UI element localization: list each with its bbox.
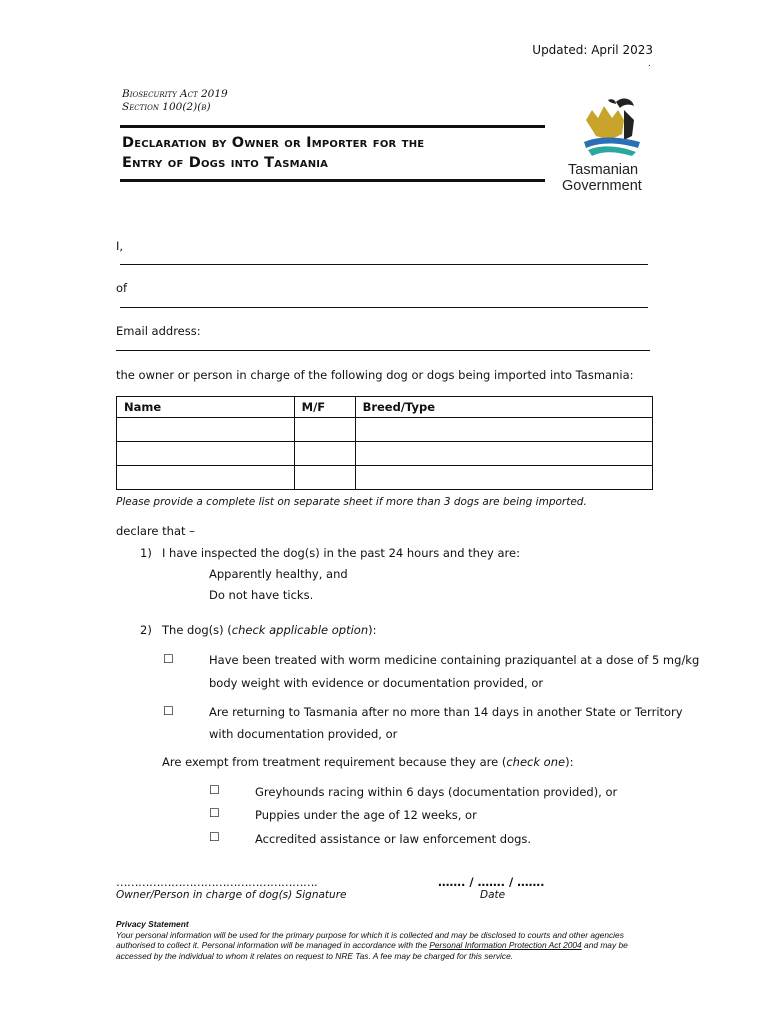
option-worm-treatment-checkbox[interactable]: ☐ (163, 652, 174, 666)
dog-sex-cell[interactable] (294, 466, 355, 490)
exempt-greyhounds-checkbox[interactable]: ☐ (209, 783, 220, 797)
privacy-heading: Privacy Statement (116, 919, 189, 929)
dog-breed-cell[interactable] (355, 418, 652, 442)
privacy-text-1: Your personal information will be used for the primary purpose for which it is collected and may be disclosed to courts and other agencies authorised to collect it. Personal information will be managed in accordance with the (116, 929, 624, 950)
act-reference (122, 88, 228, 114)
privacy-act-link[interactable]: Personal Information Protection Act 2004 (429, 940, 582, 950)
privacy-text-2: and may be accessed by the individual to whom it relates on request to NRE Tas. A fee may be charged for this service. (116, 940, 628, 961)
act-name: Biosecurity Act 2019 (122, 88, 228, 100)
dog-sex-cell[interactable] (294, 418, 355, 442)
exempt-assistance-checkbox[interactable]: ☐ (209, 830, 220, 844)
declare-heading: declare that – (116, 524, 195, 538)
exempt-text-pre: Are exempt from treatment requirement because they are ( (162, 755, 507, 769)
dog-sex-cell[interactable] (294, 442, 355, 466)
option-returning-line2: with documentation provided, or (209, 727, 398, 741)
option-worm-treatment-line2: body weight with evidence or documentation provided, or (209, 676, 544, 690)
item1-number: 1) (140, 546, 152, 560)
updated-date: Updated: April 2023 (532, 43, 653, 57)
title-top-rule (120, 125, 545, 128)
table-note: Please provide a complete list on separate sheet if more than 3 dogs are being imported. (116, 496, 587, 508)
exempt-puppies-label: Puppies under the age of 12 weeks, or (255, 808, 477, 822)
option-returning-checkbox[interactable]: ☐ (163, 704, 174, 718)
logo-text-tasmanian: Tasmanian (568, 162, 639, 178)
owner-statement: the owner or person in charge of the following dog or dogs being imported into Tasmania: (116, 368, 634, 382)
item1-text: I have inspected the dog(s) in the past 24 hours and they are: (162, 546, 520, 560)
signature-label: Owner/Person in charge of dog(s) Signature (116, 889, 347, 901)
exempt-text-em: check one (506, 755, 566, 769)
tasmanian-government-logo-icon (578, 96, 648, 162)
dogs-table (116, 396, 653, 490)
item2-text (162, 623, 377, 637)
form-title (122, 133, 542, 173)
item2-text-post: ): (368, 623, 377, 637)
exempt-assistance-label: Accredited assistance or law enforcement dogs. (255, 832, 532, 846)
column-header-name: Name (117, 397, 295, 418)
exempt-puppies-checkbox[interactable]: ☐ (209, 806, 220, 820)
table-row (117, 442, 653, 466)
dog-breed-cell[interactable] (355, 442, 652, 466)
option-returning-line1: Are returning to Tasmania after no more than 14 days in another State or Territory (209, 705, 683, 719)
table-header-row (117, 397, 653, 418)
act-section: Section 100(2)(b) (122, 101, 211, 113)
column-header-sex: M/F (294, 397, 355, 418)
privacy-body (116, 930, 656, 962)
name-input-line[interactable] (120, 264, 648, 265)
email-label: Email address: (116, 324, 201, 338)
table-row (117, 418, 653, 442)
date-line[interactable]: ……. / ……. / ……. (438, 875, 545, 889)
form-title-line2: Entry of Dogs into Tasmania (122, 155, 329, 171)
dog-name-cell[interactable] (117, 466, 295, 490)
exempt-text (162, 755, 573, 769)
title-bottom-rule (120, 179, 545, 182)
email-input-line[interactable] (116, 350, 650, 351)
option-worm-treatment-line1: Have been treated with worm medicine containing praziquantel at a dose of 5 mg/kg (209, 653, 700, 667)
item2-text-em: check applicable option (231, 623, 369, 637)
privacy-statement (116, 919, 656, 961)
item2-number: 2) (140, 623, 152, 637)
dog-breed-cell[interactable] (355, 466, 652, 490)
logo-wordmark (562, 162, 642, 194)
dog-name-cell[interactable] (117, 442, 295, 466)
dog-name-cell[interactable] (117, 418, 295, 442)
logo-text-government: Government (562, 178, 642, 194)
item2-text-pre: The dog(s) ( (162, 623, 232, 637)
address-input-line[interactable] (120, 307, 648, 308)
exempt-greyhounds-label: Greyhounds racing within 6 days (documentation provided), or (255, 785, 618, 799)
signature-line[interactable]: ………………………………………………. (116, 875, 318, 889)
exempt-text-post: ): (565, 755, 574, 769)
date-label: Date (480, 889, 506, 901)
table-row (117, 466, 653, 490)
item1-healthy: Apparently healthy, and (209, 567, 348, 581)
of-label: of (116, 281, 128, 295)
item1-no-ticks: Do not have ticks. (209, 588, 314, 602)
form-title-line1: Declaration by Owner or Importer for the (122, 135, 425, 151)
column-header-breed: Breed/Type (355, 397, 652, 418)
header-dot: . (648, 58, 651, 69)
i-label: I, (116, 239, 124, 253)
